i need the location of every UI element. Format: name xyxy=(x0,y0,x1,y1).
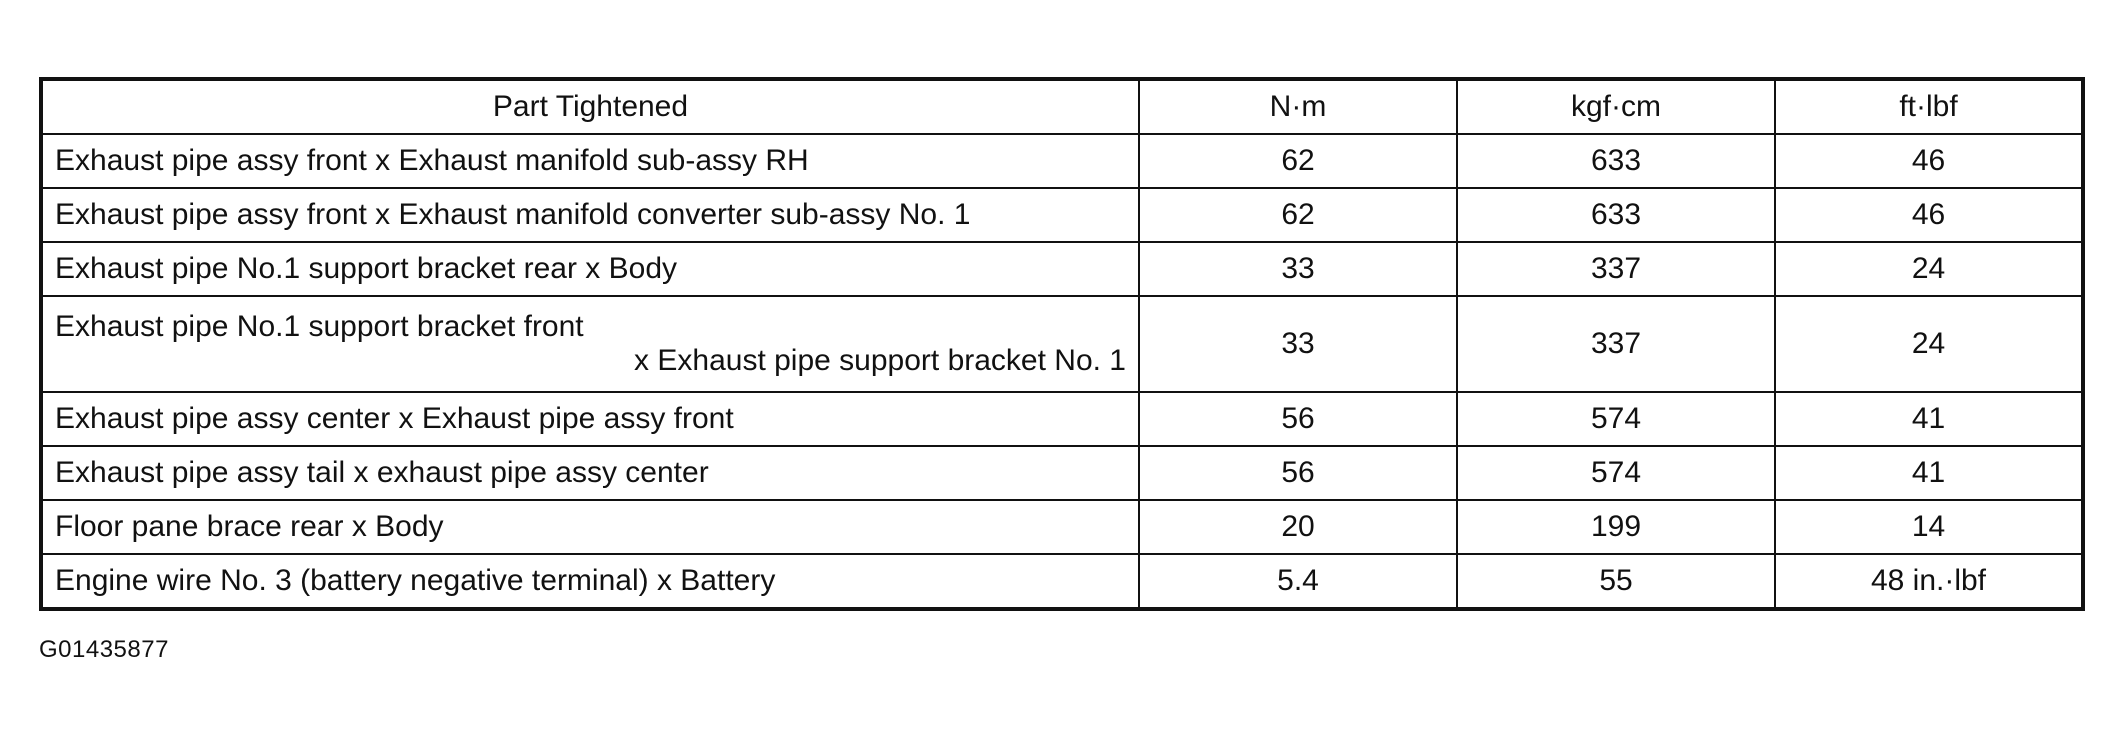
part-cell-line2: x Exhaust pipe support bracket No. 1 xyxy=(634,344,1126,377)
nm-cell: 33 xyxy=(1139,242,1457,296)
kgfcm-cell: 337 xyxy=(1457,242,1775,296)
nm-cell: 62 xyxy=(1139,188,1457,242)
kgfcm-cell: 574 xyxy=(1457,446,1775,500)
table-row xyxy=(41,188,2083,242)
kgfcm-cell: 199 xyxy=(1457,500,1775,554)
table-row xyxy=(41,500,2083,554)
ftlbf-cell: 24 xyxy=(1775,242,2083,296)
table-row xyxy=(41,446,2083,500)
ftlbf-cell: 48 in.·lbf xyxy=(1775,554,2083,609)
nm-cell: 56 xyxy=(1139,446,1457,500)
kgfcm-cell: 574 xyxy=(1457,392,1775,446)
table-header-row xyxy=(41,79,2083,134)
table-row xyxy=(41,296,2083,392)
part-cell: Exhaust pipe No.1 support bracket rear x Body xyxy=(41,242,1139,296)
ftlbf-cell: 46 xyxy=(1775,134,2083,188)
header-nm: N·m xyxy=(1139,79,1457,134)
ftlbf-cell: 41 xyxy=(1775,392,2083,446)
ftlbf-cell: 41 xyxy=(1775,446,2083,500)
kgfcm-cell: 55 xyxy=(1457,554,1775,609)
torque-spec-table xyxy=(39,77,2085,611)
part-cell: Exhaust pipe assy center x Exhaust pipe assy front xyxy=(41,392,1139,446)
ftlbf-cell: 14 xyxy=(1775,500,2083,554)
header-kgfcm: kgf·cm xyxy=(1457,79,1775,134)
part-cell: Exhaust pipe assy front x Exhaust manifold sub-assy RH xyxy=(41,134,1139,188)
table-row xyxy=(41,134,2083,188)
part-cell: Exhaust pipe assy front x Exhaust manifold converter sub-assy No. 1 xyxy=(41,188,1139,242)
part-cell: Engine wire No. 3 (battery negative terminal) x Battery xyxy=(41,554,1139,609)
nm-cell: 33 xyxy=(1139,296,1457,392)
kgfcm-cell: 633 xyxy=(1457,134,1775,188)
nm-cell: 56 xyxy=(1139,392,1457,446)
table-row xyxy=(41,242,2083,296)
part-cell xyxy=(41,296,1139,392)
ftlbf-cell: 24 xyxy=(1775,296,2083,392)
ftlbf-cell: 46 xyxy=(1775,188,2083,242)
part-cell: Floor pane brace rear x Body xyxy=(41,500,1139,554)
nm-cell: 62 xyxy=(1139,134,1457,188)
table-row xyxy=(41,392,2083,446)
part-cell-line1: Exhaust pipe No.1 support bracket front xyxy=(55,310,584,343)
nm-cell: 5.4 xyxy=(1139,554,1457,609)
part-cell: Exhaust pipe assy tail x exhaust pipe assy center xyxy=(41,446,1139,500)
header-ftlbf: ft·lbf xyxy=(1775,79,2083,134)
kgfcm-cell: 633 xyxy=(1457,188,1775,242)
table-row xyxy=(41,554,2083,609)
nm-cell: 20 xyxy=(1139,500,1457,554)
figure-id: G01435877 xyxy=(39,636,169,663)
header-part-tightened: Part Tightened xyxy=(41,79,1139,134)
kgfcm-cell: 337 xyxy=(1457,296,1775,392)
